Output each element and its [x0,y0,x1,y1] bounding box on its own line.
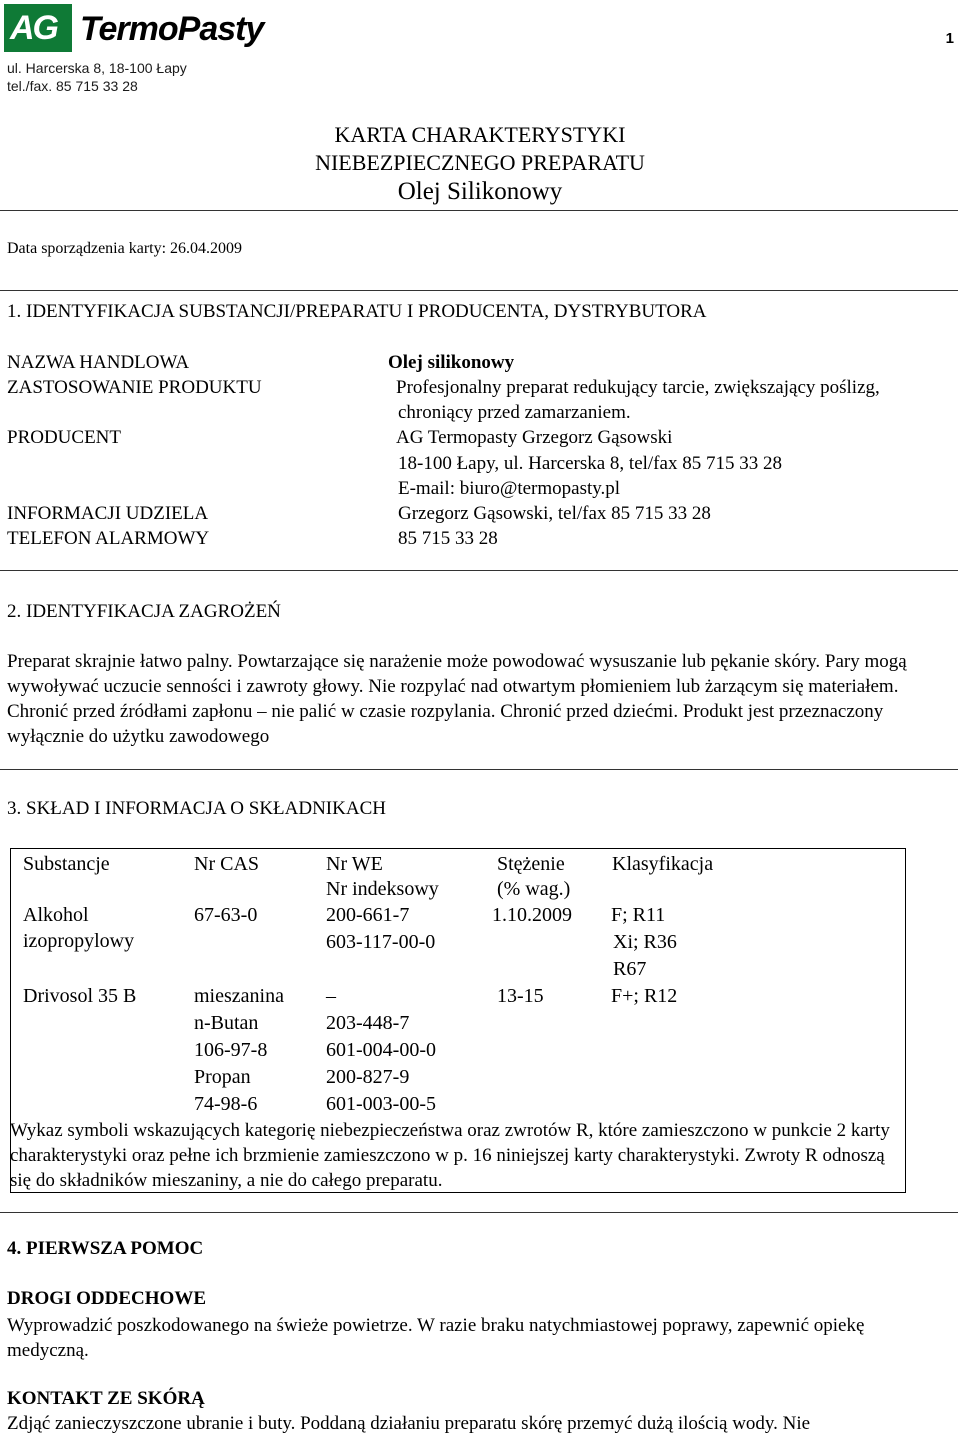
table-cell-we: 200-827-9 [326,1066,410,1088]
divider [0,290,958,291]
col-header-concentration-unit: (% wag.) [497,878,571,900]
table-cell-cas: 106-97-8 [194,1039,268,1061]
table-cell-we: – [326,985,336,1007]
subheading-skin-contact: KONTAKT ZE SKÓRĄ [7,1388,205,1409]
divider [0,210,958,211]
table-cell-substance: Drivosol 35 B [23,985,137,1007]
table-cell-cas: 67-63-0 [194,904,258,926]
section2-heading: 2. IDENTYFIKACJA ZAGROŻEŃ [7,601,281,622]
col-header-cas: Nr CAS [194,853,260,875]
subheading-airways: DROGI ODDECHOWE [7,1288,206,1309]
table-cell-cas: Propan [194,1066,251,1088]
doc-title-line2: NIEBEZPIECZNEGO PREPARATU [315,150,645,175]
section3-heading: 3. SKŁAD I INFORMACJA O SKŁADNIKACH [7,798,386,819]
table-cell-classification: F+; R12 [611,985,678,1007]
company-address: ul. Harcerska 8, 18-100 Łapy [7,60,187,76]
logo-wordmark: TermoPasty [80,10,264,48]
table-cell-index: 603-117-00-0 [326,931,436,953]
table-cell-we: 203-448-7 [326,1012,410,1034]
col-header-substance: Substancje [23,853,110,875]
airways-text: Wyprowadzić poszkodowanego na świeże powietrze. W razie braku natychmiastowej poprawy, zapewnić opiekę medyczną. [7,1315,865,1361]
company-phone: tel./fax. 85 715 33 28 [7,78,138,94]
section4-heading: 4. PIERWSZA POMOC [7,1238,204,1259]
table-cell-index: 601-003-00-5 [326,1093,436,1115]
composition-note: Wykaz symboli wskazujących kategorię niebezpieczeństwa oraz zwrotów R, które zamieszczono w punkcie 2 karty charakterystyki oraz pełne ich brzmienie zamieszczono w p. 16 niniejszej karty charakterystyki. Zwroty R odnoszą się do składników mieszaniny, a nie do całego preparatu. [10,1120,890,1191]
table-cell-cas: 74-98-6 [194,1093,258,1115]
divider [0,1212,958,1213]
label-producer: PRODUCENT [7,427,122,448]
value-producer-email: E-mail: biuro@termopasty.pl [398,478,621,499]
table-cell-classification: Xi; R36 [613,931,677,953]
table-cell-cas: n-Butan [194,1012,259,1034]
value-producer-address: 18-100 Łapy, ul. Harcerska 8, tel/fax 85 715 33 28 [398,453,782,474]
col-header-we: Nr WE [326,853,383,875]
skin-contact-text: Zdjąć zanieczyszczone ubranie i buty. Poddaną działaniu preparatu skórę przemyć dużą ilością wody. Nie [7,1413,811,1434]
logo-badge [4,4,72,52]
col-header-index: Nr indeksowy [326,878,439,900]
page-number: 1 [945,30,954,47]
value-information: Grzegorz Gąsowski, tel/fax 85 715 33 28 [398,503,711,524]
label-emergency-phone: TELEFON ALARMOWY [7,528,210,549]
table-cell-index: 601-004-00-0 [326,1039,436,1061]
section2-text: Preparat skrajnie łatwo palny. Powtarzające się narażenie może powodować wysuszanie lub pękanie skóry. Pary mogą wywoływać uczucie senności i zawroty głowy. Nie rozpylać nad otwartym płomieniem lub żarzącym się materiałem. Chronić przed źródłami zapłonu – nie palić w czasie rozpylania. Chronić przed dziećmi. Produkt jest przeznaczony wyłącznie do użytku zawodowego [7,651,907,747]
table-cell-substance: izopropylowy [23,930,135,952]
table-cell-we: 200-661-7 [326,904,410,926]
label-information: INFORMACJI UDZIELA [7,503,209,524]
label-trade-name: NAZWA HANDLOWA [7,352,190,373]
doc-product-name: Olej Silikonowy [397,178,563,205]
value-trade-name: Olej silikonowy [388,352,515,373]
table-cell-classification: R67 [613,958,647,980]
company-logo [4,4,304,54]
table-cell-classification: F; R11 [611,904,666,926]
label-product-use: ZASTOSOWANIE PRODUKTU [7,377,262,398]
value-producer: AG Termopasty Grzegorz Gąsowski [396,427,673,448]
col-header-classification: Klasyfikacja [612,853,714,875]
col-header-concentration: Stężenie [497,853,565,875]
doc-title-line1: KARTA CHARAKTERYSTYKI [334,122,626,147]
divider [0,769,958,770]
table-cell-cas: mieszanina [194,985,284,1007]
divider [0,570,958,571]
logo-badge-text: AG [10,9,57,47]
table-cell-substance: Alkohol [23,904,89,926]
section1-heading: 1. IDENTYFIKACJA SUBSTANCJI/PREPARATU I PRODUCENTA, DYSTRYBUTORA [7,301,707,322]
value-product-use-line2: chroniący przed zamarzaniem. [398,402,631,423]
creation-date: Data sporządzenia karty: 26.04.2009 [7,240,243,257]
value-emergency-phone: 85 715 33 28 [398,528,498,549]
table-cell-concentration: 13-15 [497,985,544,1007]
value-product-use: Profesjonalny preparat redukujący tarcie, zwiększający poślizg, [396,377,880,398]
table-cell-concentration: 1.10.2009 [492,904,572,926]
